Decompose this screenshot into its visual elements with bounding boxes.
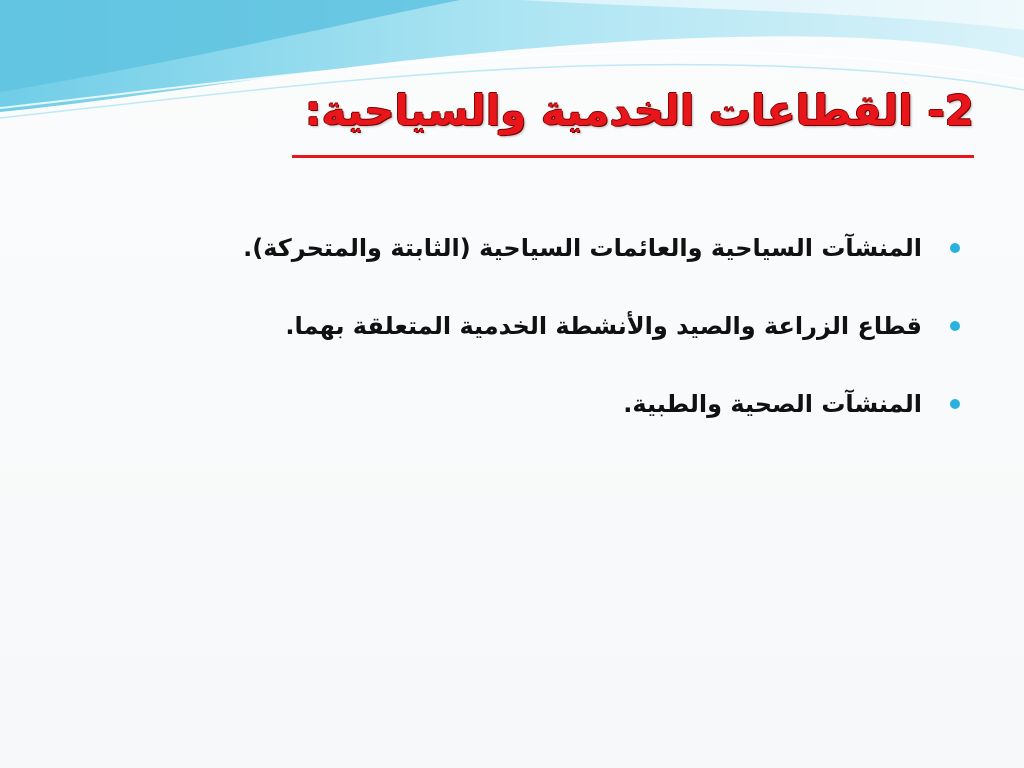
bullet-item [126, 298, 966, 376]
bullet-text: المنشآت الصحية والطبية. [623, 390, 922, 418]
title-area [274, 78, 974, 160]
title-underline [292, 155, 974, 158]
bullet-text: قطاع الزراعة والصيد والأنشطة الخدمية المتعلقة بهما. [285, 312, 922, 340]
bullet-dot-icon [950, 243, 960, 253]
bullet-item [126, 220, 966, 298]
bullet-list [126, 220, 966, 454]
slide-title: 2- القطاعات الخدمية والسياحية: [304, 86, 974, 135]
bullet-dot-icon [950, 399, 960, 409]
bullet-item [126, 376, 966, 454]
bullet-dot-icon [950, 321, 960, 331]
bullet-text: المنشآت السياحية والعائمات السياحية (الثابتة والمتحركة). [243, 234, 922, 262]
